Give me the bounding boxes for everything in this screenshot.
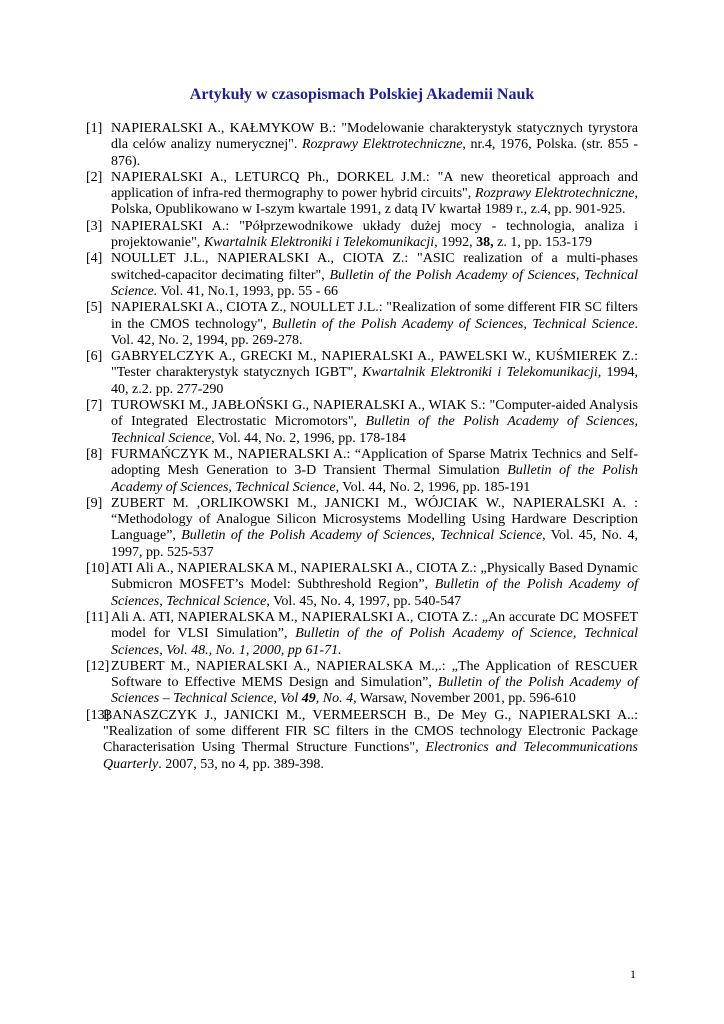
- reference-number: [6]: [86, 349, 103, 365]
- reference-text: [111, 398, 638, 447]
- reference-item: [86, 708, 638, 773]
- reference-text: [111, 659, 638, 708]
- reference-text-segment: Bulletin of the of Polish Academy of Science, Technical Sciences, Vol. 48., No. 1, 2000, pp 61-71.: [111, 626, 639, 658]
- page-title: Artykuły w czasopismach Polskiej Akademii Nauk: [189, 86, 535, 103]
- reference-text-segment: Kwartalnik Elektroniki i Telekomunikacji: [362, 365, 598, 381]
- reference-text-segment: Kwartalnik Elektroniki i Telekomunikacji: [203, 235, 435, 251]
- reference-text-segment: Bulletin of the Polish Academy of Sciences, Technical Science: [111, 414, 638, 446]
- reference-text-segment: , Vol. 44, No. 2, 1996, pp. 178-184: [211, 430, 406, 446]
- reference-text-segment: , Warsaw, November 2001, pp. 596-610: [353, 691, 576, 707]
- reference-text-segment: , nr.4, 1976, Polska. (str. 855 - 876).: [111, 137, 638, 169]
- reference-number: [4]: [86, 251, 103, 267]
- reference-number: [8]: [86, 446, 103, 462]
- reference-text-segment: NOULLET J.L., NAPIERALSKI A., CIOTA Z.: "ASIC realization of a multi-phases switched-capacitor decimating filter",: [111, 251, 638, 283]
- reference-text-segment: , 1992,: [434, 235, 477, 251]
- reference-text-segment: Bulletin of the Polish Academy of Sciences – Technical Science, Vol: [111, 675, 638, 707]
- reference-item: [86, 219, 638, 252]
- reference-text: [111, 300, 638, 349]
- reference-number: [3]: [86, 218, 103, 234]
- reference-number: [7]: [86, 398, 103, 414]
- reference-text-segment: ATI Ali A., NAPIERALSKA M., NAPIERALSKI A., CIOTA Z.: „Physically Based Dynamic Submicron MOSFET’s Model: Subthreshold Region”,: [111, 561, 638, 593]
- reference-item: [86, 398, 638, 447]
- reference-text-segment: z. 1, pp. 153-179: [493, 235, 593, 251]
- reference-number: [2]: [86, 169, 103, 185]
- reference-text-segment: Bulletin of the Polish Academy of Sciences, Technical Science: [111, 577, 638, 609]
- reference-number: [5]: [86, 300, 103, 316]
- reference-text: [111, 447, 638, 496]
- reference-text-segment: Bulletin of the Polish Academy of Sciences, Technical Science.: [111, 267, 638, 299]
- reference-text-segment: , Vol. 45, No. 4, 1997, pp. 540-547: [266, 593, 462, 609]
- reference-text: [111, 121, 638, 170]
- reference-text-segment: . Vol. 42, No. 2, 1994, pp. 269-278.: [111, 316, 638, 348]
- reference-item: [86, 121, 638, 170]
- reference-text-segment: , 1994, 40, z.2. pp. 277-290: [111, 365, 638, 397]
- reference-text-segment: Bulletin of the Polish Academy of Sciences, Technical Science: [111, 463, 638, 495]
- reference-text-segment: 38,: [476, 235, 494, 251]
- reference-text: [111, 561, 638, 610]
- reference-item: [86, 496, 638, 561]
- reference-text-segment: 49: [301, 691, 316, 707]
- reference-item: [86, 447, 638, 496]
- reference-number: [13]: [86, 707, 110, 723]
- reference-item: [86, 349, 638, 398]
- reference-list: [86, 121, 638, 773]
- reference-text-segment: NAPIERALSKI A., KAŁMYKOW B.: "Modelowanie charakterystyk statycznych tyrystora dla celów analizy numerycznej".: [111, 121, 638, 153]
- reference-text-segment: GABRYELCZYK A., GRECKI M., NAPIERALSKI A., PAWELSKI W., KUŚMIEREK Z.: "Tester charakterystyk statycznych IGBT",: [111, 349, 638, 381]
- reference-text-segment: ZUBERT M. ,ORLIKOWSKI M., JANICKI M., WÓJCIAK W., NAPIERALSKI A. : “Methodology of Analogue Silicon Microsystems Modelling Using Hardware Description Language”,: [111, 495, 638, 544]
- reference-number: [11]: [86, 609, 109, 625]
- reference-text-segment: TUROWSKI M., JABŁOŃSKI G., NAPIERALSKI A., WIAK S.: "Computer-aided Analysis of Integrated Electrostatic Micromotors",: [111, 398, 638, 430]
- reference-text-segment: Vol. 41, No.1, 1993, pp. 55 - 66: [157, 283, 338, 299]
- page-number: 1: [630, 967, 636, 981]
- reference-text: [103, 708, 638, 773]
- reference-item: [86, 170, 638, 219]
- reference-number: [10]: [86, 561, 110, 577]
- reference-text-segment: Bulletin of the Polish Academy of Sciences, Technical Science: [272, 316, 635, 332]
- reference-item: [86, 610, 638, 659]
- reference-text-segment: NAPIERALSKI A., LETURCQ Ph., DORKEL J.M.: "A new theoretical approach and application of infra-red thermography to power hybrid circuits",: [111, 169, 638, 202]
- reference-text-segment: ZUBERT M., NAPIERALSKI A., NAPIERALSKA M.,.: „The Application of RESCUER Software to Effective MEMS Design and Simulation”,: [111, 658, 638, 691]
- reference-text-segment: Bulletin of the Polish Academy of Sciences, Technical Science: [181, 528, 543, 544]
- reference-item: [86, 251, 638, 300]
- reference-text-segment: Rozprawy Elektrotechniczne: [475, 186, 635, 202]
- reference-text: [111, 496, 638, 561]
- reference-text-segment: , No. 4: [315, 691, 354, 707]
- reference-text-segment: . 2007, 53, no 4, pp. 389-398.: [158, 756, 324, 772]
- reference-item: [86, 659, 638, 708]
- reference-text-segment: , Polska, Opublikowano w I-szym kwartale 1991, z datą IV kwartał 1989 r., z.4, pp. 901-925.: [111, 186, 638, 218]
- reference-text: [111, 219, 638, 252]
- reference-item: [86, 561, 638, 610]
- reference-text: [111, 610, 638, 659]
- reference-text: [111, 170, 638, 219]
- reference-text-segment: FURMAŃCZYK M., NAPIERALSKI A.: “Application of Sparse Matrix Technics and Self-adopting Mesh Generation to 3-D Transient Thermal Simulation: [111, 446, 638, 479]
- reference-text-segment: , Vol. 44, No. 2, 1996, pp. 185-191: [335, 479, 531, 495]
- reference-text: [111, 251, 638, 300]
- reference-text: [111, 349, 638, 398]
- reference-text-segment: NAPIERALSKI A., CIOTA Z., NOULLET J.L.: "Realization of some different FIR SC filters in the CMOS technology",: [111, 300, 638, 332]
- reference-item: [86, 300, 638, 349]
- reference-number: [12]: [86, 658, 110, 674]
- reference-text-segment: , Vol. 45, No. 4, 1997, pp. 525-537: [111, 528, 638, 560]
- reference-text-segment: Ali A. ATI, NAPIERALSKA M., NAPIERALSKI A., CIOTA Z.: „An accurate DC MOSFET model for VLSI Simulation”,: [111, 609, 638, 642]
- reference-number: [9]: [86, 495, 103, 511]
- reference-text-segment: Rozprawy Elektrotechniczne: [302, 137, 463, 153]
- reference-text-segment: BANASZCZYK J., JANICKI M., VERMEERSCH B., De Mey G., NAPIERALSKI A..: "Realization of some different FIR SC filters in the CMOS technology Electronic Package Characterisation Using Thermal Structure Functions",: [103, 707, 638, 756]
- reference-number: [1]: [86, 121, 103, 136]
- reference-text-segment: Electronics and Telecommunications Quarterly: [103, 740, 638, 772]
- reference-text-segment: NAPIERALSKI A.: "Półprzewodnikowe układy dużej mocy - technologia, analiza i projektowanie",: [111, 218, 638, 251]
